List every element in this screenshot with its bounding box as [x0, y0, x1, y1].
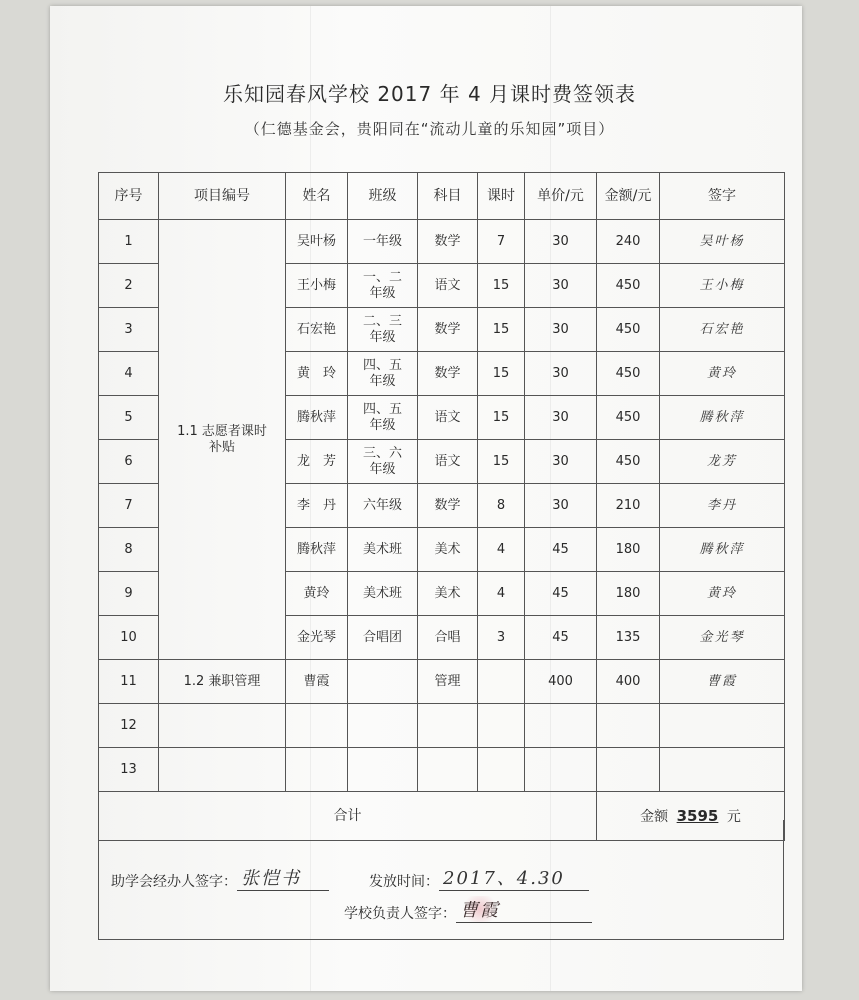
- row-amount: 400: [597, 660, 660, 704]
- row-price: 45: [525, 528, 597, 572]
- row-amount: 240: [597, 220, 660, 264]
- row-hours: 15: [478, 440, 525, 484]
- row-name: 腾秋萍: [286, 396, 348, 440]
- row-price: 30: [525, 264, 597, 308]
- row-amount: 450: [597, 396, 660, 440]
- header-signature: 签字: [660, 173, 785, 220]
- row-subject: 语文: [418, 440, 478, 484]
- row-no: 1: [99, 220, 159, 264]
- header-subject: 科目: [418, 173, 478, 220]
- project-group-volunteer: 1.1 志愿者课时补贴: [159, 220, 286, 660]
- empty-cell: [286, 704, 348, 748]
- row-subject: 管理: [418, 660, 478, 704]
- header-unit-price: 单价/元: [525, 173, 597, 220]
- row-signature: 石宏艳: [660, 308, 785, 352]
- row-price: 400: [525, 660, 597, 704]
- header-row: [99, 173, 785, 220]
- row-signature: 腾秋萍: [660, 396, 785, 440]
- header-hours: 课时: [478, 173, 525, 220]
- row-class: 美术班: [348, 528, 418, 572]
- row-hours: [478, 660, 525, 704]
- row-amount: 450: [597, 308, 660, 352]
- row-hours: 15: [478, 396, 525, 440]
- row-class: 二、三年级: [348, 308, 418, 352]
- total-amount-label: 金额: [640, 808, 669, 825]
- row-price: 30: [525, 396, 597, 440]
- row-no: 2: [99, 264, 159, 308]
- row-name: 石宏艳: [286, 308, 348, 352]
- row-subject: 美术: [418, 528, 478, 572]
- empty-cell: [418, 704, 478, 748]
- row-hours: 7: [478, 220, 525, 264]
- row-class: [348, 660, 418, 704]
- row-class: 四、五年级: [348, 396, 418, 440]
- row-subject: 数学: [418, 308, 478, 352]
- issue-date-line: [369, 864, 589, 891]
- agent-label: 助学会经办人签字：: [111, 874, 237, 890]
- row-price: 30: [525, 220, 597, 264]
- empty-cell: [478, 704, 525, 748]
- row-no: 9: [99, 572, 159, 616]
- row-name: 黄玲: [286, 572, 348, 616]
- fee-table: [98, 172, 785, 841]
- empty-cell: [525, 704, 597, 748]
- row-signature: 金光琴: [660, 616, 785, 660]
- form-title: 乐知园春风学校 2017 年 4 月课时费签领表: [222, 82, 637, 106]
- row-amount: 210: [597, 484, 660, 528]
- agent-signature-line: [111, 864, 329, 891]
- header-no: 序号: [99, 173, 159, 220]
- row-amount: 450: [597, 440, 660, 484]
- empty-cell: [418, 748, 478, 792]
- row-class: 合唱团: [348, 616, 418, 660]
- project-group-management: 1.2 兼职管理: [159, 660, 286, 704]
- row-signature: 黄玲: [660, 572, 785, 616]
- empty-cell: [478, 748, 525, 792]
- empty-cell: [348, 704, 418, 748]
- total-amount-unit: 元: [726, 808, 741, 825]
- row-class: 三、六年级: [348, 440, 418, 484]
- row-name: 王小梅: [286, 264, 348, 308]
- row-amount: 450: [597, 264, 660, 308]
- row-no: 4: [99, 352, 159, 396]
- row-no: 7: [99, 484, 159, 528]
- row-hours: 3: [478, 616, 525, 660]
- row-name: 曹霞: [286, 660, 348, 704]
- row-signature: 黄玲: [660, 352, 785, 396]
- empty-cell: [660, 748, 785, 792]
- row-class: 美术班: [348, 572, 418, 616]
- row-signature: 李丹: [660, 484, 785, 528]
- date-value: 2017、4.30: [443, 868, 565, 889]
- row-no: 3: [99, 308, 159, 352]
- row-hours: 15: [478, 264, 525, 308]
- row-class: 四、五年级: [348, 352, 418, 396]
- table-row: [99, 220, 785, 264]
- agent-signature: 张恺书: [241, 868, 301, 889]
- row-hours: 4: [478, 572, 525, 616]
- row-signature: 吴叶杨: [660, 220, 785, 264]
- total-label: 合计: [99, 792, 597, 841]
- row-signature: 腾秋萍: [660, 528, 785, 572]
- row-amount: 180: [597, 528, 660, 572]
- row-no: 11: [99, 660, 159, 704]
- row-no: 8: [99, 528, 159, 572]
- empty-cell: [159, 748, 286, 792]
- row-price: 30: [525, 440, 597, 484]
- principal-signature-line: [344, 896, 592, 923]
- empty-cell: [348, 748, 418, 792]
- row-hours: 4: [478, 528, 525, 572]
- empty-cell: [159, 704, 286, 748]
- row-name: 腾秋萍: [286, 528, 348, 572]
- table-row: [99, 748, 785, 792]
- empty-cell: [597, 704, 660, 748]
- row-hours: 8: [478, 484, 525, 528]
- row-no: 10: [99, 616, 159, 660]
- date-label: 发放时间：: [369, 874, 439, 890]
- row-price: 30: [525, 352, 597, 396]
- row-class: 六年级: [348, 484, 418, 528]
- row-hours: 15: [478, 352, 525, 396]
- table-row: [99, 704, 785, 748]
- row-signature: 王小梅: [660, 264, 785, 308]
- row-price: 45: [525, 572, 597, 616]
- row-no: 12: [99, 704, 159, 748]
- row-signature: 曹霞: [660, 660, 785, 704]
- row-price: 30: [525, 484, 597, 528]
- row-name: 黄 玲: [286, 352, 348, 396]
- row-no: 6: [99, 440, 159, 484]
- empty-cell: [525, 748, 597, 792]
- row-amount: 450: [597, 352, 660, 396]
- row-hours: 15: [478, 308, 525, 352]
- table-row: [99, 660, 785, 704]
- row-class: 一年级: [348, 220, 418, 264]
- total-amount-value: 3595: [676, 806, 719, 825]
- empty-cell: [597, 748, 660, 792]
- row-name: 龙 芳: [286, 440, 348, 484]
- signature-footer: [98, 820, 784, 940]
- row-class: 一、二年级: [348, 264, 418, 308]
- row-amount: 180: [597, 572, 660, 616]
- row-name: 李 丹: [286, 484, 348, 528]
- row-price: 30: [525, 308, 597, 352]
- row-name: 吴叶杨: [286, 220, 348, 264]
- empty-cell: [286, 748, 348, 792]
- row-no: 13: [99, 748, 159, 792]
- row-subject: 数学: [418, 484, 478, 528]
- row-subject: 数学: [418, 220, 478, 264]
- row-subject: 语文: [418, 396, 478, 440]
- header-project-code: 项目编号: [159, 173, 286, 220]
- row-amount: 135: [597, 616, 660, 660]
- row-no: 5: [99, 396, 159, 440]
- row-subject: 美术: [418, 572, 478, 616]
- row-subject: 合唱: [418, 616, 478, 660]
- header-amount: 金额/元: [597, 173, 660, 220]
- empty-cell: [660, 704, 785, 748]
- header-name: 姓名: [286, 173, 348, 220]
- row-subject: 语文: [418, 264, 478, 308]
- row-signature: 龙芳: [660, 440, 785, 484]
- header-class: 班级: [348, 173, 418, 220]
- row-price: 45: [525, 616, 597, 660]
- row-subject: 数学: [418, 352, 478, 396]
- principal-signature: 曹霞: [460, 896, 500, 922]
- principal-label: 学校负责人签字：: [344, 906, 456, 922]
- form-subtitle: （仁德基金会，贵阳同在“流动儿童的乐知园”项目）: [244, 120, 615, 138]
- row-name: 金光琴: [286, 616, 348, 660]
